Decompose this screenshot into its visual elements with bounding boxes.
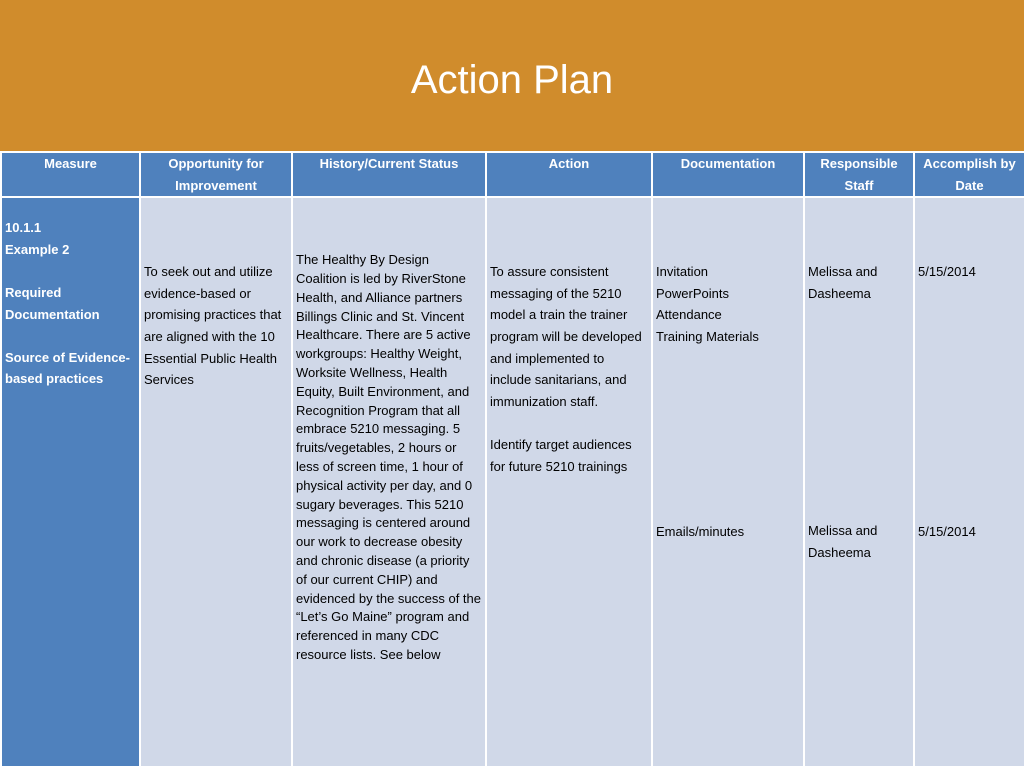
staff-entry-1: Melissa and Dasheema xyxy=(808,264,878,301)
header-accomplish-date: Accomplish by Date xyxy=(914,152,1024,197)
measure-source: Source of Evidence-based practices xyxy=(5,349,130,387)
history-cell: The Healthy By Design Coalition is led by RiverStone Health, and Alliance partners Billings Clinic and St. Vincent Healthcare. There are 5 active workgroups: Healthy Weight, Worksite Wellness, Health Equity, Built Environment, and Recognition Program that all embrace 5210 messaging. 5 fruits/vegetables, 2 hours or less of screen time, 1 hour of physical activity per day, and 0 sugary beverages. This 5210 messaging is centered around our work to decrease obesity and chronic disease (a priority of our current CHIP) and evidenced by the success of the “Let’s Go Maine” program and referenced in many CDC resource lists. See below xyxy=(292,197,486,767)
documentation-item: PowerPoints xyxy=(656,285,729,301)
header-opportunity: Opportunity for Improvement xyxy=(140,152,292,197)
header-action: Action xyxy=(486,152,652,197)
action-plan-table xyxy=(0,151,1024,768)
action-text-1: To assure consistent messaging of the 5210 model a train the trainer program will be developed and implemented to include sanitarians, and immunization staff. xyxy=(490,264,642,409)
action-cell xyxy=(486,197,652,767)
date-cell xyxy=(914,197,1024,767)
header-documentation: Documentation xyxy=(652,152,804,197)
header-row xyxy=(1,152,1024,197)
table-row xyxy=(1,197,1024,767)
measure-cell xyxy=(1,197,140,767)
measure-required: Required Documentation xyxy=(5,284,100,322)
page-title: Action Plan xyxy=(410,58,614,102)
action-text-2: Identify target audiences for future 5210 trainings xyxy=(490,436,632,474)
header-measure: Measure xyxy=(1,152,140,197)
documentation-item: Invitation xyxy=(656,264,709,280)
header-history: History/Current Status xyxy=(292,152,486,197)
opportunity-cell: To seek out and utilize evidence-based or promising practices that are aligned with the 10 Essential Public Health Services xyxy=(140,197,292,767)
header-responsible-staff: Responsible Staff xyxy=(804,152,914,197)
date-entry-1: 5/15/2014 xyxy=(918,264,976,280)
documentation-item: Attendance xyxy=(656,307,722,323)
documentation-cell xyxy=(652,197,804,767)
staff-cell xyxy=(804,197,914,767)
measure-example: Example 2 xyxy=(5,241,70,257)
date-entry-2: 5/15/2014 xyxy=(918,523,976,539)
measure-code: 10.1.1 xyxy=(5,220,42,236)
documentation-item: Training Materials xyxy=(656,328,759,344)
staff-entry-2: Melissa and Dasheema xyxy=(808,523,878,560)
documentation-item: Emails/minutes xyxy=(656,523,745,539)
